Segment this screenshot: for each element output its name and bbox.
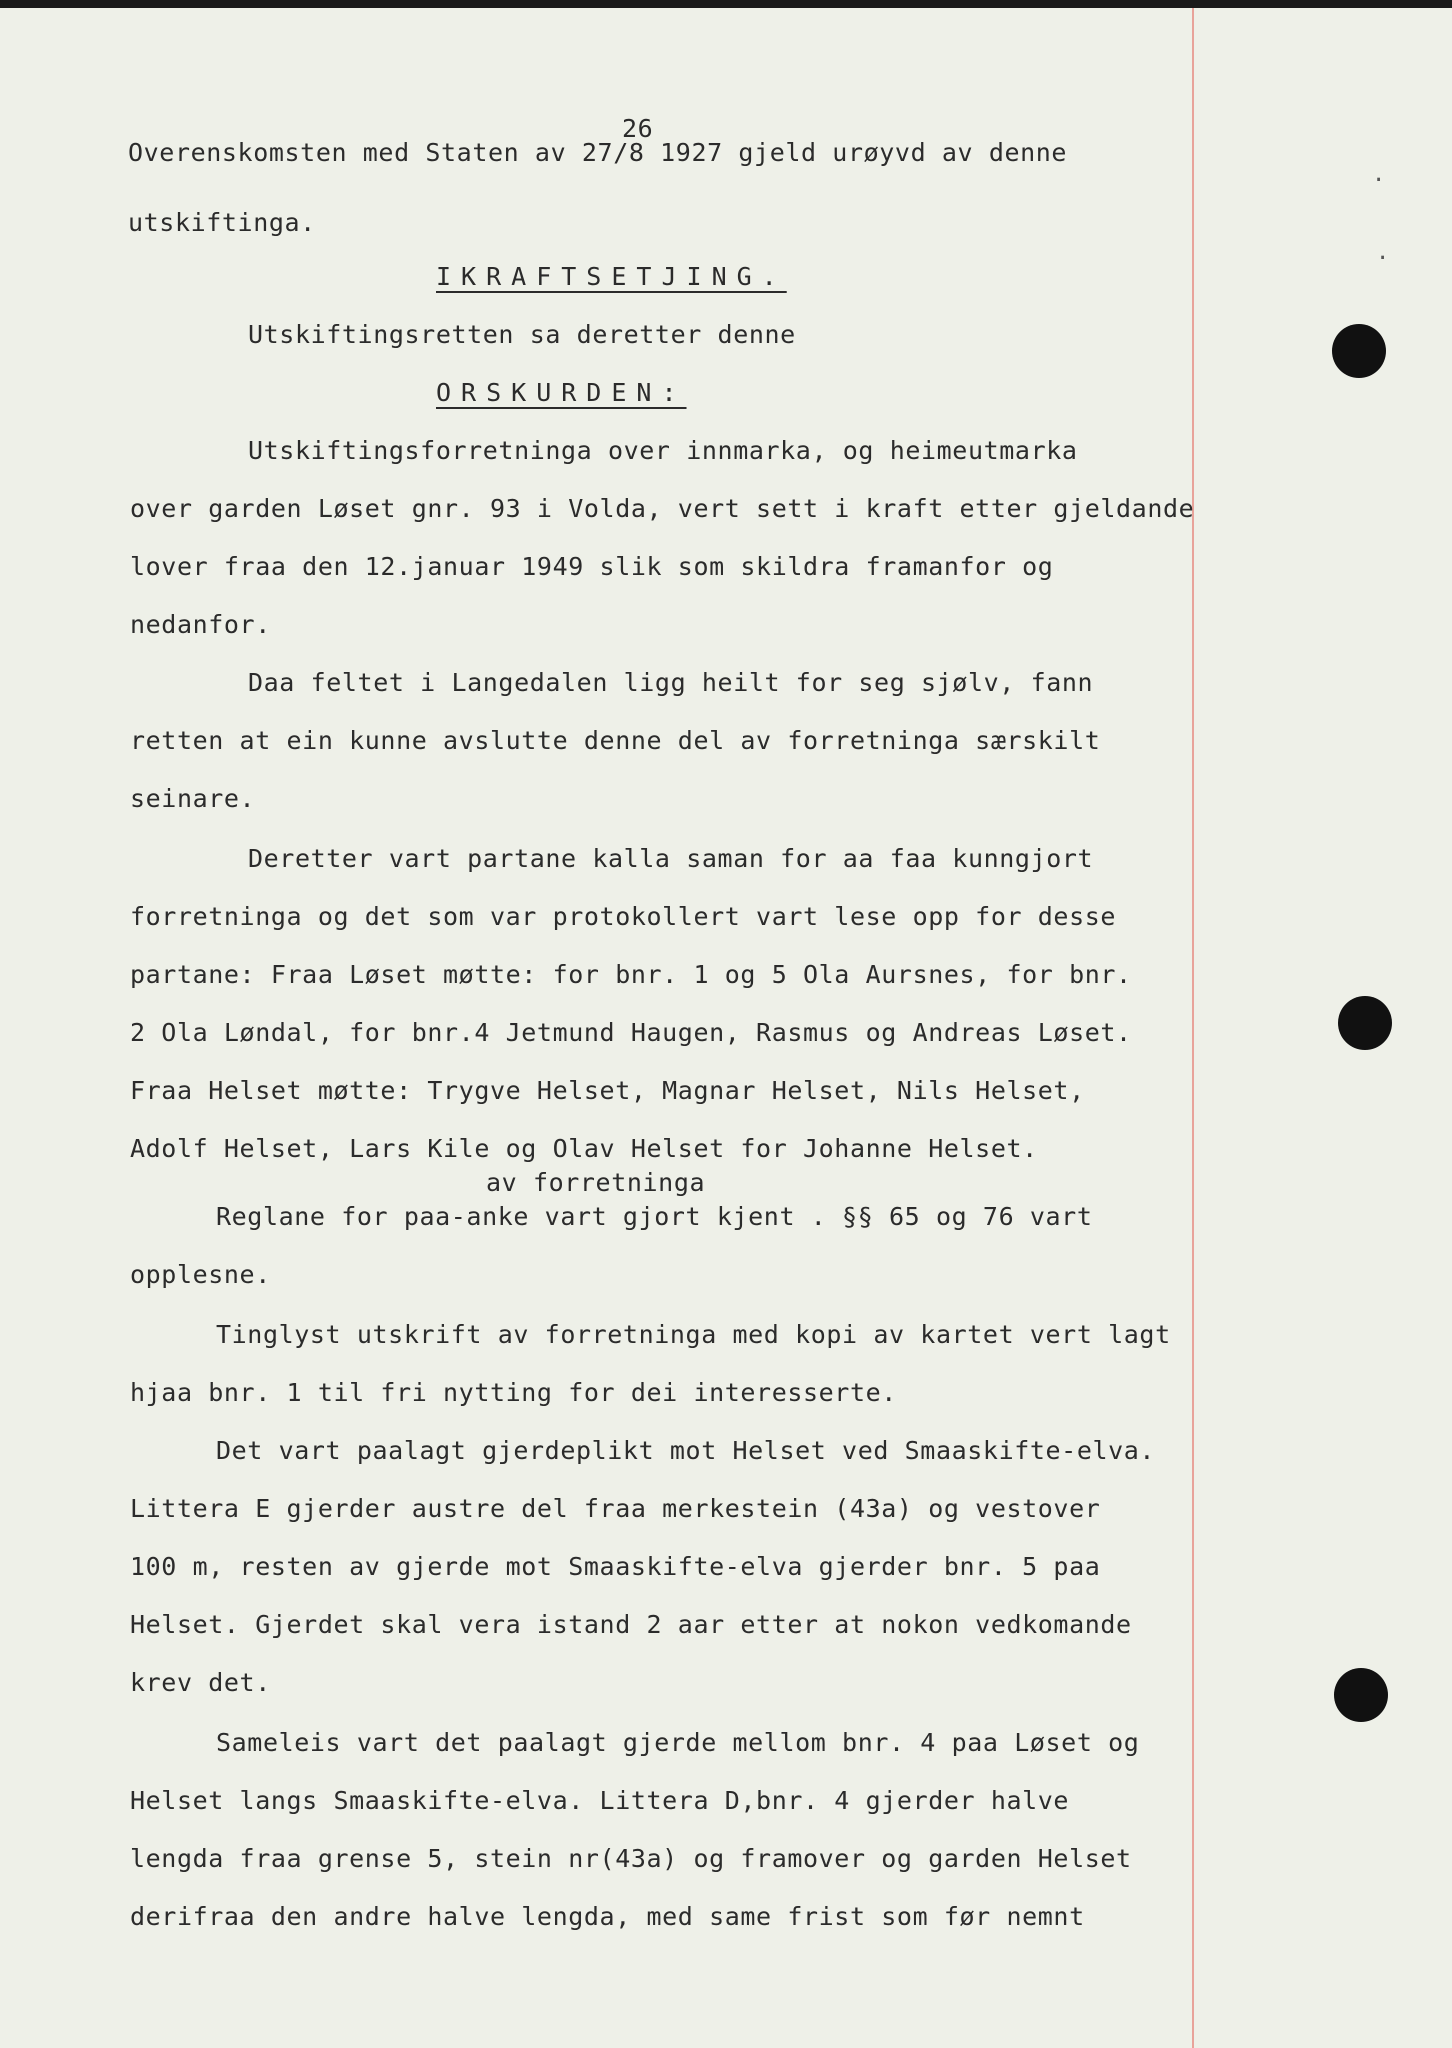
text-line-26: Sameleis vart det paalagt gjerde mellom bnr. 4 paa Løset og <box>216 1728 1140 1757</box>
text-line-9: retten at ein kunne avslutte denne del av forretninga særskilt <box>130 726 1101 755</box>
heading-orskurden: ORSKURDEN: <box>436 378 687 407</box>
text-line-8: Daa feltet i Langedalen ligg heilt for seg sjølv, fann <box>248 668 1094 697</box>
text-line-3: Utskiftingsretten sa deretter denne <box>248 320 796 349</box>
text-line-29: derifraa den andre halve lengda, med same frist som før nemnt <box>130 1902 1085 1931</box>
text-line-25: krev det. <box>130 1668 271 1697</box>
text-line-15: Fraa Helset møtte: Trygve Helset, Magnar Helset, Nils Helset, <box>130 1076 1085 1105</box>
text-line-5: over garden Løset gnr. 93 i Volda, vert sett i kraft etter gjeldande <box>130 494 1195 523</box>
ink-mark: · <box>1376 246 1390 271</box>
text-line-17: Reglane for paa-anke vart gjort kjent . §§ 65 og 76 vart <box>216 1202 1093 1231</box>
text-line-22: Littera E gjerder austre del fraa merkestein (43a) og vestover <box>130 1494 1101 1523</box>
punch-hole-icon <box>1332 324 1386 378</box>
text-line-23: 100 m, resten av gjerde mot Smaaskifte-elva gjerder bnr. 5 paa <box>130 1552 1101 1581</box>
text-line-12: forretninga og det som var protokollert vart lese opp for desse <box>130 902 1117 931</box>
text-line-20: hjaa bnr. 1 til fri nytting for dei interesserte. <box>130 1378 897 1407</box>
text-line-7: nedanfor. <box>130 610 271 639</box>
page-number: 26 <box>622 114 654 143</box>
heading-ikraftsetjing: IKRAFTSETJING. <box>436 262 787 291</box>
text-line-28: lengda fraa grense 5, stein nr(43a) og framover og garden Helset <box>130 1844 1132 1873</box>
text-line-6: lover fraa den 12.januar 1949 slik som skildra framanfor og <box>130 552 1054 581</box>
document-page <box>0 8 1452 2048</box>
text-line-24: Helset. Gjerdet skal vera istand 2 aar etter at nokon vedkomande <box>130 1610 1132 1639</box>
text-line-11: Deretter vart partane kalla saman for aa faa kunngjort <box>248 844 1094 873</box>
text-line-16: Adolf Helset, Lars Kile og Olav Helset for Johanne Helset. <box>130 1134 1038 1163</box>
ink-mark: · <box>1372 168 1386 193</box>
punch-hole-icon <box>1338 996 1392 1050</box>
text-line-4: Utskiftingsforretninga over innmarka, og heimeutmarka <box>248 436 1078 465</box>
red-margin-line <box>1192 8 1194 2048</box>
text-line-2: utskiftinga. <box>128 208 316 237</box>
text-line-27: Helset langs Smaaskifte-elva. Littera D,bnr. 4 gjerder halve <box>130 1786 1070 1815</box>
text-line-21: Det vart paalagt gjerdeplikt mot Helset ved Smaaskifte-elva. <box>216 1436 1156 1465</box>
interlinear-insert: av forretninga <box>486 1168 706 1197</box>
text-line-10: seinare. <box>130 784 256 813</box>
text-line-13: partane: Fraa Løset møtte: for bnr. 1 og 5 Ola Aursnes, for bnr. <box>130 960 1132 989</box>
punch-hole-icon <box>1334 1668 1388 1722</box>
text-line-18: opplesne. <box>130 1260 271 1289</box>
text-line-1: Overenskomsten med Staten av 27/8 1927 gjeld urøyvd av denne <box>128 138 1068 167</box>
text-line-19: Tinglyst utskrift av forretninga med kopi av kartet vert lagt <box>216 1320 1171 1349</box>
text-line-14: 2 Ola Løndal, for bnr.4 Jetmund Haugen, Rasmus og Andreas Løset. <box>130 1018 1132 1047</box>
